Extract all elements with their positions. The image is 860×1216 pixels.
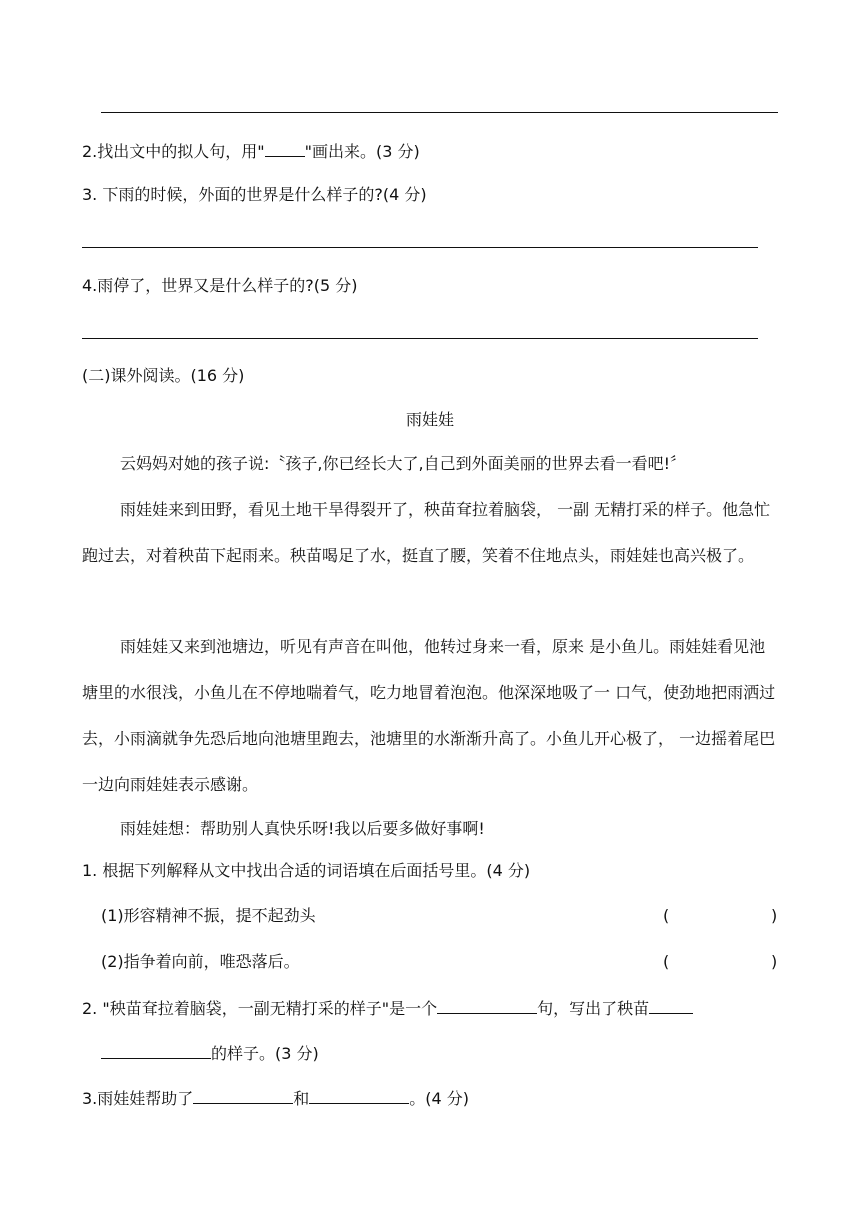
answer-line-q4[interactable]: [82, 338, 758, 339]
story-paragraph-4-text: 雨娃娃想：帮助别人真快乐呀!我以后要多做好事啊!: [120, 819, 485, 838]
reading-question-1-item-1: (1)形容精神不振，提不起劲头: [101, 906, 316, 925]
story-paragraph-2: [82, 487, 780, 579]
answer-paren-open-2: (: [663, 952, 670, 971]
reading-question-2-text-1: 2. "秧苗耷拉着脑袋，一副无精打采的样子"是一个: [82, 999, 438, 1018]
question-2: [82, 140, 420, 162]
reading-question-1-item-2: (2)指争着向前，唯恐落后。: [101, 952, 300, 971]
story-paragraph-2-text: 雨娃娃来到田野，看见土地干旱得裂开了，秧苗耷拉着脑袋， 一副 无精打采的样子。他急忙跑过去，对着秧苗下起雨来。秧苗喝足了水，挺直了腰，笑着不住地点头，雨娃娃也高兴极了。: [82, 500, 771, 565]
answer-blank-seedling-2[interactable]: [101, 1042, 211, 1059]
story-title: 雨娃娃: [405, 410, 454, 429]
story-paragraph-4: [82, 806, 780, 852]
answer-blank-helped-2[interactable]: [309, 1087, 409, 1104]
answer-blank-1[interactable]: [672, 906, 768, 926]
question-2-text-before: 2.找出文中的拟人句，用": [82, 142, 265, 161]
story-paragraph-1: [82, 441, 780, 487]
answer-paren-open-1: (: [663, 906, 670, 925]
story-paragraph-3-text: 雨娃娃又来到池塘边，听见有声音在叫他，他转过身来一看，原来 是小鱼儿。雨娃娃看见池塘里的水很浅，小鱼儿在不停地喘着气，吃力地冒着泡泡。他深深地吸了一 口气，使劲地把雨洒过去，小雨滴就争先恐后地向池塘里跑去，池塘里的水渐渐升高了。小鱼儿开心极了， 一边摇着尾巴一边向雨娃娃表示感谢。: [82, 637, 776, 794]
answer-blank-seedling-1[interactable]: [649, 997, 693, 1014]
question-4: 4.雨停了，世界又是什么样子的?(5 分): [82, 276, 358, 295]
answer-paren-close-1: ): [771, 906, 778, 925]
answer-blank-2[interactable]: [672, 952, 768, 972]
reading-question-2-line-2: [101, 1042, 319, 1064]
reading-question-3: [82, 1087, 469, 1109]
question-3: 3. 下雨的时候，外面的世界是什么样子的?(4 分): [82, 185, 427, 204]
reading-question-3-text-1: 3.雨娃娃帮助了: [82, 1089, 194, 1108]
question-2-text-after: "画出来。(3 分): [304, 142, 420, 161]
reading-question-2-text-2: 句，写出了秧苗: [537, 999, 650, 1018]
question-2-underline-sample: [265, 140, 305, 157]
story-paragraph-1-text: 云妈妈对她的孩子说:〝孩子,你已经长大了,自己到外面美丽的世界去看一看吧!〞: [120, 454, 686, 473]
reading-question-2: [82, 997, 693, 1019]
answer-line-q3[interactable]: [82, 247, 758, 248]
section-heading: (二)课外阅读。(16 分): [82, 366, 245, 385]
answer-paren-close-2: ): [771, 952, 778, 971]
answer-blank-helped-1[interactable]: [193, 1087, 293, 1104]
reading-question-3-text-2: 和: [293, 1089, 310, 1108]
answer-blank-sentence-type[interactable]: [437, 997, 537, 1014]
reading-question-1: 1. 根据下列解释从文中找出合适的词语填在后面括号里。(4 分): [82, 861, 531, 880]
reading-question-3-text-3: 。(4 分): [409, 1089, 470, 1108]
reading-question-2-text-3: 的样子。(3 分): [211, 1044, 319, 1063]
story-paragraph-3: [82, 624, 780, 808]
answer-line-top[interactable]: [101, 112, 778, 113]
